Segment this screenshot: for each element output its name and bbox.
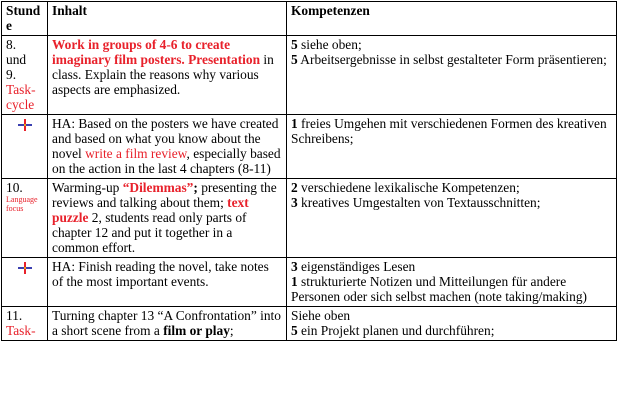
- komp-number: 3: [291, 259, 298, 274]
- header-stunde: Stunde: [2, 2, 48, 36]
- inhalt-text: 2, students read only parts of chapter 12 and put it together in a common effort.: [52, 210, 247, 255]
- inhalt-text: Turning chapter 13 “A Confrontation” into a short scene from a: [52, 308, 281, 338]
- stunde-cell: [2, 179, 48, 258]
- table-row: [2, 115, 617, 179]
- table-row: [2, 179, 617, 258]
- inhalt-text: ;: [193, 180, 198, 195]
- lesson-plan-table: [1, 1, 617, 341]
- kompetenzen-cell: [287, 258, 617, 307]
- kompetenzen-cell: [287, 115, 617, 179]
- inhalt-highlight: film or play: [163, 323, 230, 338]
- komp-text: Siehe oben: [291, 308, 351, 323]
- stunde-number: 10.: [6, 180, 23, 195]
- komp-number: 1: [291, 116, 298, 131]
- inhalt-cell: HA: Finish reading the novel, take notes of the most important events.: [48, 258, 287, 307]
- header-row: [2, 2, 617, 36]
- komp-text: siehe oben;: [297, 37, 362, 52]
- header-kompetenzen: Kompetenzen: [287, 2, 617, 36]
- kompetenzen-cell: [287, 307, 617, 341]
- komp-text: eigenständiges Lesen: [297, 259, 416, 274]
- table-row: [2, 258, 617, 307]
- inhalt-text: ;: [229, 323, 234, 338]
- stunde-tag: Task-: [6, 323, 36, 338]
- inhalt-highlight: “Dilemmas”: [122, 180, 194, 195]
- stunde-cell: [2, 307, 48, 341]
- table-row: [2, 36, 617, 115]
- stunde-tag: Language focus: [6, 195, 38, 213]
- komp-text: ein Projekt planen und durchführen;: [297, 323, 495, 338]
- komp-number: 5: [291, 52, 298, 67]
- stunde-cell: [2, 36, 48, 115]
- inhalt-cell: [48, 115, 287, 179]
- header-inhalt: Inhalt: [48, 2, 287, 36]
- inhalt-text: , especially based on the action in the last 4 chapters (8-11): [52, 146, 281, 176]
- komp-number: 1: [291, 274, 298, 289]
- inhalt-text: HA: Based on the posters we have created and based on what you know about the novel: [52, 116, 279, 161]
- stunde-tag: Task-cycle: [6, 82, 36, 112]
- komp-number: 2: [291, 180, 298, 195]
- stunde-cell: [2, 258, 48, 307]
- inhalt-text: Warming-up: [52, 180, 123, 195]
- table-row: [2, 307, 617, 341]
- stunde-cell: [2, 115, 48, 179]
- stunde-number: 9.: [6, 67, 17, 82]
- komp-text: strukturierte Notizen und Mitteilungen für andere Personen oder sich selbst machen (note taking/making): [291, 274, 588, 304]
- komp-text: verschiedene lexikalische Kompetenzen;: [297, 180, 520, 195]
- stunde-number: 11.: [6, 308, 23, 323]
- inhalt-cell: [48, 36, 287, 115]
- komp-number: 5: [291, 323, 298, 338]
- inhalt-highlight: Work in groups of 4-6 to create imaginary film posters. Presentation: [52, 37, 261, 67]
- plus-star-icon: [17, 262, 33, 274]
- inhalt-highlight: text puzzle: [52, 195, 249, 225]
- kompetenzen-cell: [287, 179, 617, 258]
- inhalt-cell: [48, 179, 287, 258]
- komp-text: freies Umgehen mit verschiedenen Formen des kreativen Schreibens;: [291, 116, 607, 146]
- komp-number: 3: [291, 195, 298, 210]
- komp-text: Arbeitsergebnisse in selbst gestalteter Form präsentieren;: [297, 52, 607, 67]
- stunde-number: und: [6, 52, 27, 67]
- plus-star-icon: [17, 119, 33, 131]
- inhalt-text: in class. Explain the reasons why various aspects are emphasized.: [52, 52, 274, 97]
- inhalt-highlight: write a film review: [85, 146, 187, 161]
- inhalt-text: presenting the reviews and talking about them;: [52, 180, 277, 210]
- komp-number: 5: [291, 37, 298, 52]
- komp-text: kreatives Umgestalten von Textausschnitten;: [297, 195, 541, 210]
- stunde-number: 8.: [6, 37, 17, 52]
- kompetenzen-cell: [287, 36, 617, 115]
- inhalt-cell: [48, 307, 287, 341]
